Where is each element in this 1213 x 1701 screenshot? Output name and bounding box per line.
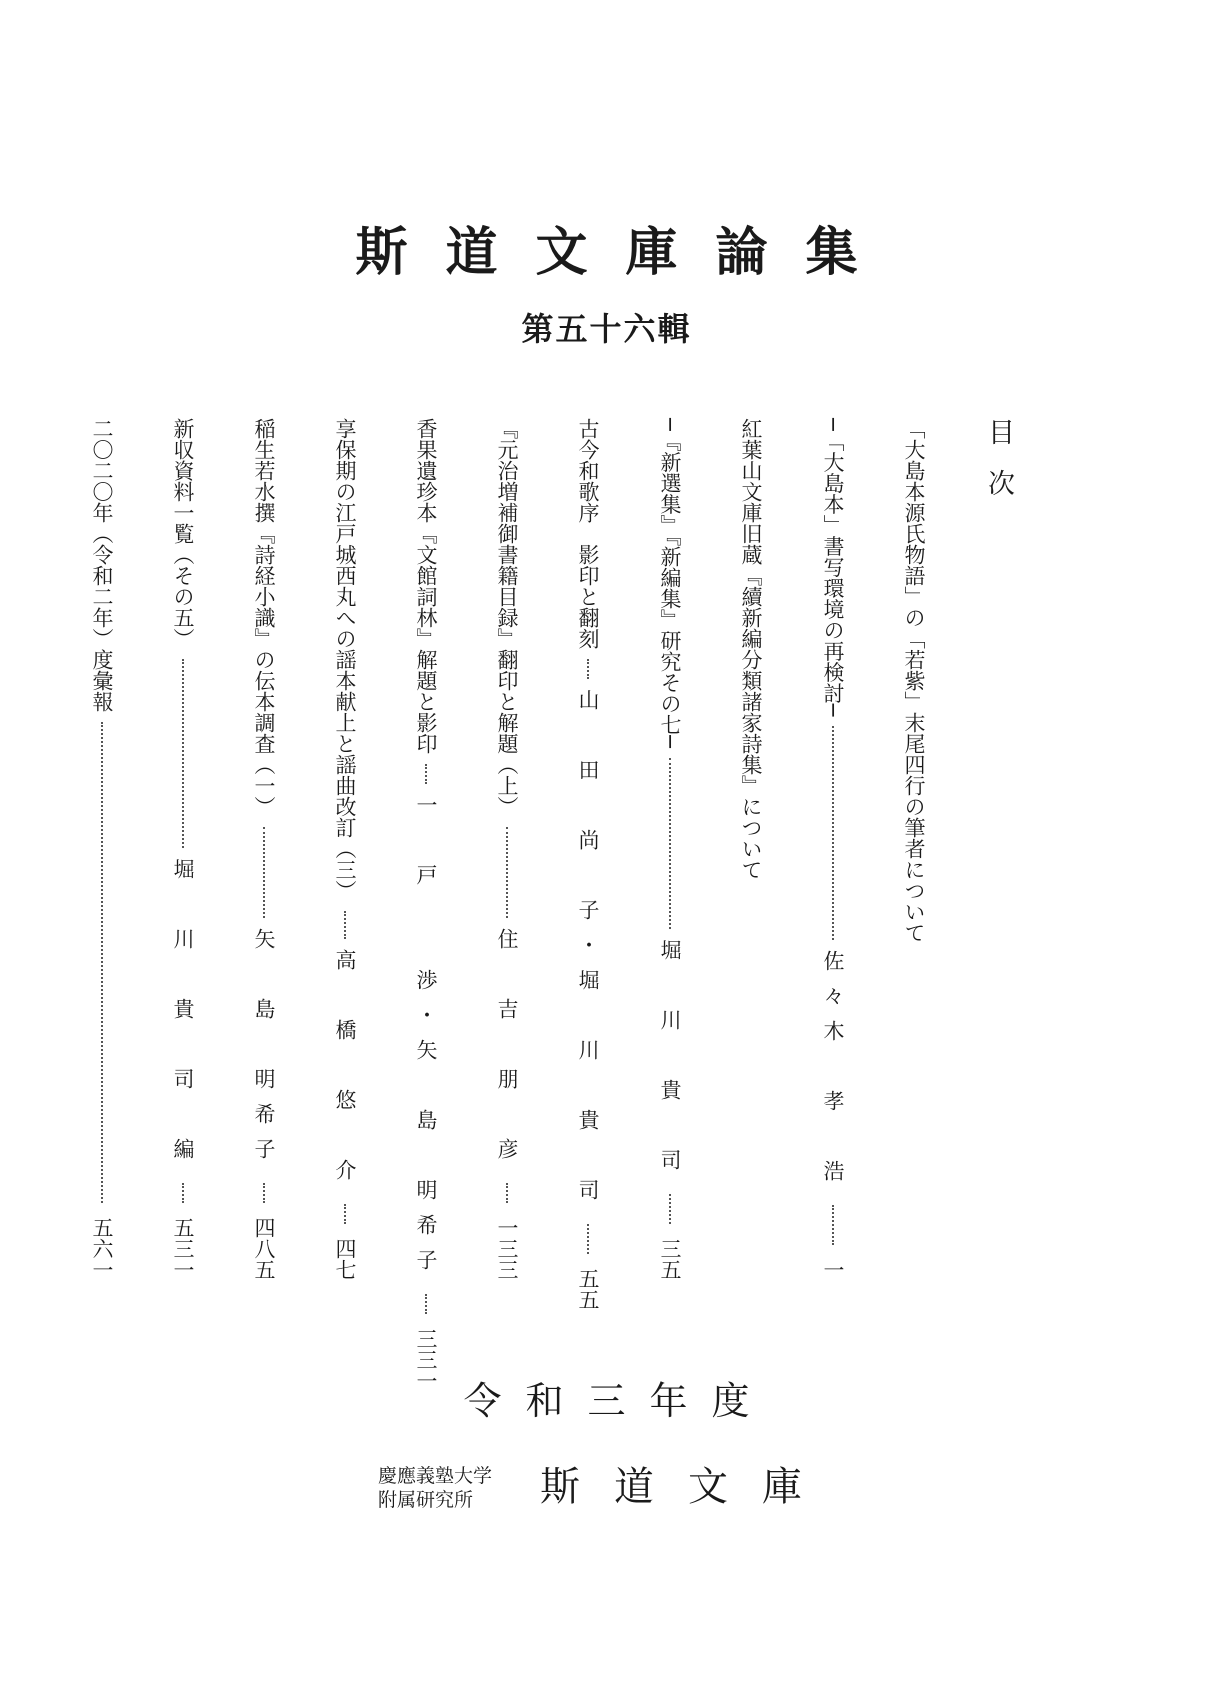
toc-entry (487, 418, 527, 1280)
toc-entry-title: 『元治増補御書籍目録』翻印と解題（上） (495, 418, 519, 817)
leader-dots (425, 1294, 427, 1314)
toc-entry-page: 五五 (576, 1268, 600, 1310)
leader-dots (182, 1183, 184, 1203)
leader-dots (263, 1183, 265, 1203)
toc-entry (650, 418, 690, 1280)
toc-entry-page: 四七 (333, 1238, 357, 1280)
toc-entry-title: 享保期の江戸城西丸への謡本献上と謡曲改訂（三） (333, 418, 357, 901)
leader-dots (832, 726, 834, 940)
toc-entry-title: 香果遺珍本『文館詞林』解題と影印 (414, 418, 438, 754)
toc-entry-page: 四八五 (252, 1217, 276, 1280)
publisher-line-2: 附属研究所 (378, 1489, 474, 1511)
leader-dots (506, 1183, 508, 1203)
leader-dots (832, 1205, 834, 1245)
toc-entry-author: 堀 川 貴 司 編 (171, 858, 195, 1173)
toc-entry-title: ─「大島本」書写環境の再検討─ (821, 418, 845, 717)
toc-entry-page: 一三三 (495, 1217, 519, 1280)
leader-dots (263, 827, 265, 918)
leader-dots (344, 1204, 346, 1224)
toc-entry-page: 三五 (658, 1238, 682, 1280)
leader-dots (669, 1194, 671, 1224)
leader-dots (182, 659, 184, 848)
toc-entry-author: 矢 島 明希子 (252, 928, 276, 1173)
toc-entry-page: 三三一 (414, 1328, 438, 1391)
publisher-name: 斯道文庫 (540, 1464, 836, 1510)
toc-entry-author: 堀 川 貴 司 (658, 939, 682, 1184)
toc-entry-author: 住 吉 朋 彦 (495, 928, 519, 1173)
leader-dots (587, 1224, 589, 1254)
toc-entry (406, 418, 446, 1391)
toc-entry-title: 新収資料一覧（その五） (171, 418, 195, 649)
toc-entry-page: 五三一 (171, 1217, 195, 1280)
publisher-line-1: 慶應義塾大学 (378, 1465, 493, 1487)
toc-entry-title: 古今和歌序 影印と翻刻 (576, 418, 600, 649)
leader-dots (101, 722, 103, 1203)
leader-dots (344, 911, 346, 939)
toc-entry-title: ─『新選集』『新編集』研究その七─ (658, 418, 682, 748)
toc-entry (894, 418, 934, 1280)
toc-entry (731, 418, 771, 1280)
toc-entry (568, 418, 608, 1310)
volume-number: 第五十六輯 (521, 310, 692, 348)
toc-entry (813, 418, 853, 1280)
toc-entry (325, 418, 365, 1280)
leader-dots (425, 764, 427, 784)
toc-entry (82, 418, 122, 1280)
leader-dots (587, 659, 589, 679)
book-title: 斯道文庫論集 (355, 223, 896, 283)
toc-entry-author: 高 橋 悠 介 (333, 949, 357, 1194)
toc-entry (244, 418, 284, 1280)
toc-entry (163, 418, 203, 1280)
toc-entry-author: 一 戸 渉・矢 島 明希子 (414, 794, 438, 1284)
toc-entry-author: 佐々木 孝 浩 (821, 950, 845, 1195)
toc-entry-title: 「大島本源氏物語」の「若紫」末尾四行の筆者について (902, 418, 926, 943)
toc-entry-title: 紅葉山文庫旧蔵『續新編分類諸家詩集』について (739, 418, 763, 880)
leader-dots (506, 827, 508, 918)
publisher-affiliation (378, 1464, 508, 1512)
toc-entry-page: 一 (821, 1259, 845, 1280)
toc-entry-author: 山 田 尚 子・堀 川 貴 司 (576, 689, 600, 1214)
leader-dots (669, 758, 671, 929)
toc-entry-title: 稲生若水撰『詩経小識』の伝本調査（一） (252, 418, 276, 817)
publication-year: 令和三年度 (463, 1379, 774, 1423)
toc-entry-page: 五六一 (90, 1217, 114, 1280)
table-of-contents (90, 418, 1018, 1391)
toc-heading: 目次 (983, 418, 1014, 520)
toc-entry-title: 二〇二〇年（令和二年）度彙報 (90, 418, 114, 712)
